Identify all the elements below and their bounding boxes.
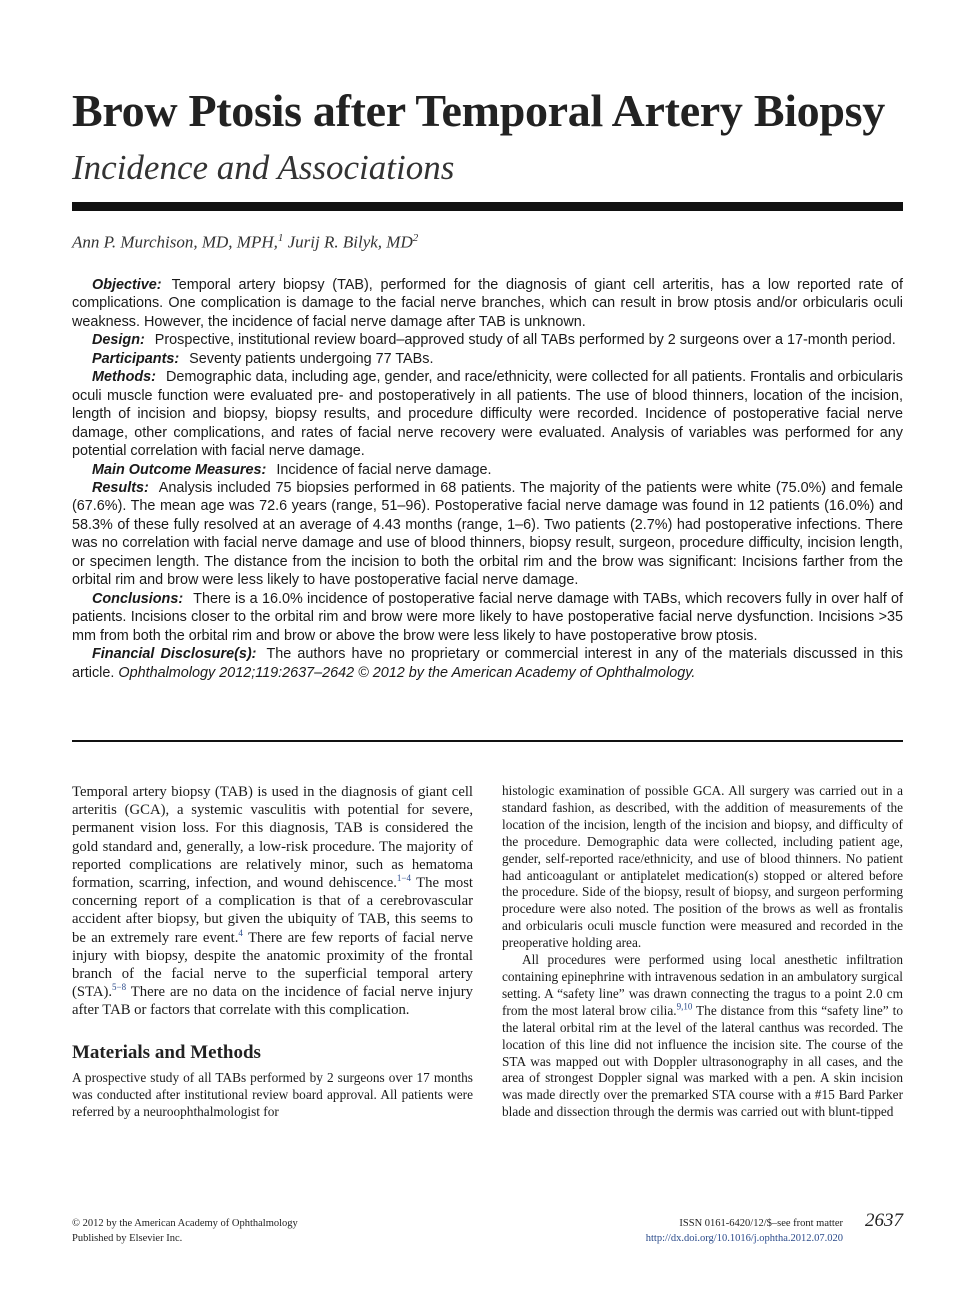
abstract-text: Prospective, institutional review board–approved study of all TABs performed by 2 surgeons over a 17-month period. [154,332,896,349]
abstract-design [72,331,903,349]
article-title: Brow Ptosis after Temporal Artery Biopsy [72,85,885,136]
abstract-text: Incidence of facial nerve damage. [276,461,492,478]
intro-text-3: There are few reports of facial nerve injury with biopsy, despite the anatomic proximity of the frontal branch of the facial nerve to the superficial temporal artery (STA). [72,929,474,1001]
abstract-label: Design: [92,332,145,349]
intro-text-2: The most concerning report of a complication is that of a cerebrovascular accident after biopsy, but given the ubiquity of TAB, this seems to be an extremely rare event. [72,875,473,946]
abstract-results [72,479,903,590]
article-page [72,0,903,1305]
author-1-affiliation: 1 [277,232,284,244]
abstract-objective [72,276,903,331]
abstract-label: Methods: [92,369,156,386]
page-number: 2637 [865,1210,903,1231]
abstract-label: Financial Disclosure(s): [92,646,257,663]
citation-ref[interactable]: 1−4 [396,873,411,884]
citation-ref[interactable]: 5−8 [112,982,127,993]
author-2: Jurij R. Bilyk, MD [283,232,413,252]
abstract-label: Main Outcome Measures: [92,461,267,478]
abstract-text: Temporal artery biopsy (TAB), performed for the diagnosis of giant cell arteritis, has a low reported rate of complications. One complication is damage to the facial nerve branches, which can result in brow ptosis and/or orbicularis oculi weakness. However, the incidence of facial nerve damage after TAB is unknown. [72,277,903,330]
abstract-disclosure [72,645,903,682]
footer-publisher: Published by Elsevier Inc. [72,1233,183,1244]
abstract [72,276,903,682]
author-1: Ann P. Murchison, MD, MPH, [72,232,278,252]
author-2-affiliation: 2 [412,232,419,244]
abstract-citation: Ophthalmology 2012;119:2637–2642 © 2012 by the American Academy of Ophthalmology. [118,664,696,681]
intro-text-4: There are no data on the incidence of facial nerve injury after TAB or factors that correlate with this complication. [72,984,473,1019]
body-column-right [502,783,903,1121]
intro-paragraph [72,783,473,1020]
title-rule [72,202,903,211]
abstract-text: Analysis included 75 biopsies performed in 68 patients. The majority of the patients were white (75.0%) and female (67.6%). The mean age was 72.6 years (range, 51–96). Postoperative facial nerve damage was found in 12 patients (16.0%) and 58.3% of these fully resolved at an average of 4.43 months (range, 1–6). Two patients (2.7%) had postoperative infections. There was no correlation with facial nerve damage and use of blood thinners, biopsy result, surgeon, procedure difficulty, incision length, or specimen length. The distance from the incision to both the orbital rim and the brow was significant: Incisions farther from the orbital rim and brow were less likely to have postoperative facial nerve damage. [72,479,903,589]
abstract-label: Participants: [92,350,180,367]
citation-ref[interactable]: 4 [238,927,243,938]
abstract-rule [72,740,903,742]
abstract-outcome [72,461,903,479]
methods-paragraph-cont: histologic examination of possible GCA. All surgery was carried out in a standard fashion, as described, with the addition of measurements of the location of the incision, length of the incision and biopsy, and difficulty of the procedure. Demographic data were collected, including patient age, gender, self-reported race/ethnicity, and use of blood thinners. No patient had anticoagulant or antiplatelet medication(s) stopped or altered before the procedure. Side of the biopsy, result of biopsy, and surgeon performing procedure were also noted. The position of the brows as well as frontalis and orbicularis oculi muscle function were measured and recorded in the preoperative holding area. [502,783,903,951]
article-subtitle: Incidence and Associations [72,148,455,187]
abstract-text: There is a 16.0% incidence of postoperative facial nerve damage with TABs, which recovers fully in over half of patients. Incisions closer to the orbital rim and brow were more likely to have postoperative facial nerve dysfunction. Incisions >35 mm from both the orbital rim and brow or above the brow were less likely to have postoperative brow ptosis. [72,590,903,644]
footer-right [646,1216,843,1246]
author-line [72,232,903,253]
methods-paragraph: A prospective study of all TABs performed by 2 surgeons over 17 months was conducted after institutional review board approval. All patients were referred by a neuroophthalmologist for [72,1069,473,1119]
footer-copyright: © 2012 by the American Academy of Ophthalmology [72,1218,298,1229]
abstract-text: Seventy patients undergoing 77 TABs. [189,350,434,367]
section-heading-methods: Materials and Methods [72,1041,261,1063]
abstract-label: Conclusions: [92,590,184,607]
abstract-text: The authors have no proprietary or commercial interest in any of the materials discussed in this article. [72,646,903,681]
doi-link[interactable]: http://dx.doi.org/10.1016/j.ophtha.2012.07.020 [645,1233,843,1244]
abstract-label: Results: [92,479,149,496]
intro-text-1: Temporal artery biopsy (TAB) is used in the diagnosis of giant cell arteritis (GCA), a systemic vasculitis with potential for severe, permanent vision loss. For this diagnosis, TAB is considered the gold standard and, generally, a low-risk procedure. The majority of reported complications are relatively minor, such as hematoma formation, scarring, infection, and wound dehiscence. [72,784,473,892]
procedure-text-2: The distance from this “safety line” to the lateral orbital rim at the level of the lateral canthus was recorded. The location of this line did not influence the incision site. The course of the STA was mapped out with Doppler ultrasonography in all cases, and the area of strongest Doppler signal was marked with a pen. A skin incision was made directly over the premarked STA course with a #15 Bard Parker blade and dissection through the dermis was carried out with blunt-tipped [502,1002,903,1120]
footer-issn: ISSN 0161-6420/12/$–see front matter [679,1218,843,1229]
procedure-text-1: All procedures were performed using local anesthetic infiltration containing epinephrine with intravenous sedation in an ambulatory surgical setting. A “safety line” was drawn connecting the tragus to a point 2.0 cm from the most lateral brow cilia. [502,952,903,1018]
citation-ref[interactable]: 9,10 [676,1001,693,1012]
body-column-left [72,783,473,1121]
procedure-paragraph [502,952,903,1121]
abstract-participants [72,350,903,368]
footer-left [72,1216,298,1246]
abstract-label: Objective: [92,277,162,293]
abstract-conclusions [72,590,903,645]
abstract-methods [72,368,903,460]
abstract-text: Demographic data, including age, gender, and race/ethnicity, were collected for all patients. Frontalis and orbicularis oculi muscle function were evaluated pre- and postoperatively in all patients. The use of blood thinners, location of the incision, length of incision and biopsy, biopsy results, and procedure difficulty were recorded. Incidence of postoperative facial nerve damage, other complications, and rates of facial nerve recovery were evaluated. Analysis of variables was performed for any potential correlation with facial nerve damage. [72,369,903,460]
